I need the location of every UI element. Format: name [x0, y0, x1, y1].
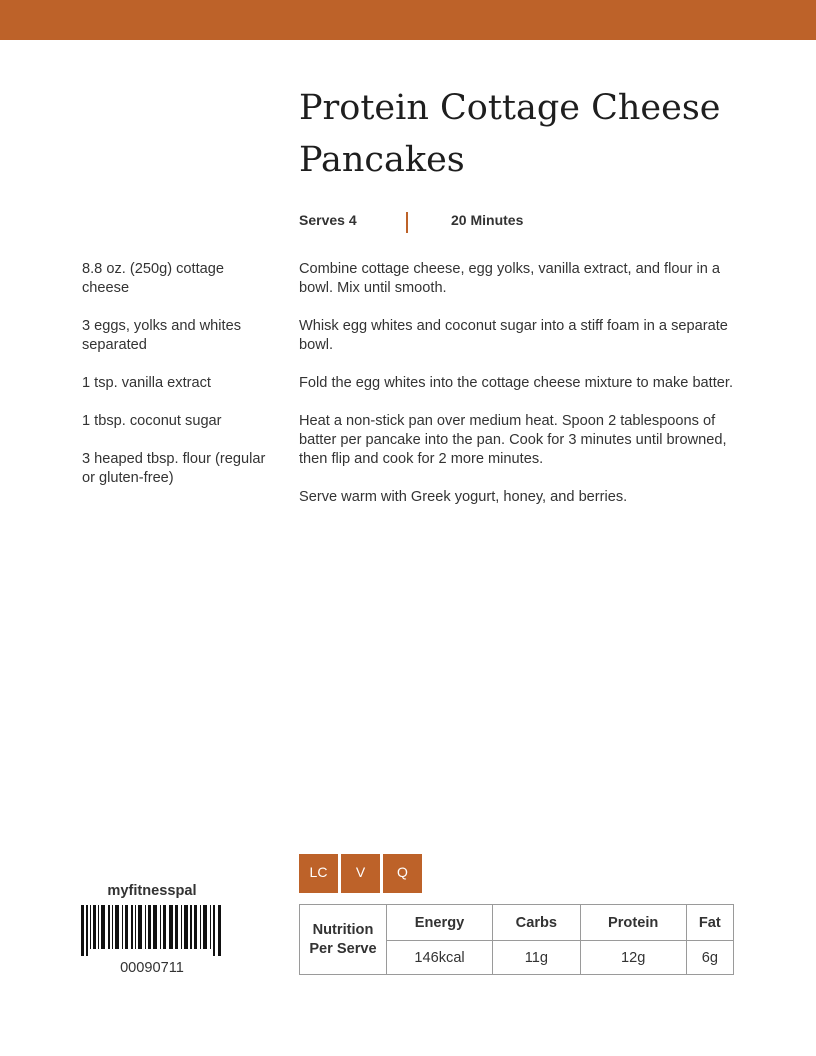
- top-accent-bar: [0, 0, 816, 40]
- ingredient-item: 3 eggs, yolks and whites separated: [82, 318, 241, 353]
- diet-tag: V: [341, 854, 380, 893]
- nutrition-header: Fat: [686, 905, 733, 941]
- nutrition-header: Energy: [387, 905, 493, 941]
- nutrition-label: Nutrition Per Serve: [300, 905, 387, 975]
- barcode-number: 00090711: [120, 960, 184, 976]
- nutrition-header: Protein: [580, 905, 686, 941]
- table-row: [300, 905, 734, 941]
- directions-list: [299, 260, 739, 526]
- barcode-icon: [81, 905, 223, 956]
- brand-logo-text: myfitnesspal: [107, 883, 197, 899]
- ingredient-item: 8.8 oz. (250g) cottage cheese: [82, 261, 224, 296]
- ingredient-item: 1 tsp. vanilla extract: [82, 375, 211, 391]
- nutrition-value: 146kcal: [387, 941, 493, 975]
- direction-step: Serve warm with Greek yogurt, honey, and berries.: [299, 489, 628, 505]
- ingredient-item: 1 tbsp. coconut sugar: [82, 413, 222, 429]
- ingredients-list: [82, 260, 272, 507]
- direction-step: Heat a non-stick pan over medium heat. Spoon 2 tablespoons of batter per pancake into the pan. Cook for 3 minutes until browned, then flip and cook for 2 more minutes.: [299, 413, 727, 467]
- ingredient-item: 3 heaped tbsp. flour (regular or gluten-free): [82, 451, 266, 486]
- direction-step: Fold the egg whites into the cottage cheese mixture to make batter.: [299, 375, 734, 391]
- time-label: 20 Minutes: [451, 212, 524, 228]
- diet-tag: LC: [299, 854, 338, 893]
- nutrition-value: 6g: [686, 941, 733, 975]
- recipe-title: Protein Cottage Cheese Pancakes: [299, 88, 721, 180]
- nutrition-header: Carbs: [493, 905, 581, 941]
- meta-divider: [406, 212, 408, 233]
- nutrition-value: 11g: [493, 941, 581, 975]
- direction-step: Whisk egg whites and coconut sugar into a stiff foam in a separate bowl.: [299, 318, 728, 353]
- diet-tags: [299, 854, 425, 893]
- nutrition-table: [299, 904, 734, 975]
- serves-label: Serves 4: [299, 212, 357, 228]
- diet-tag: Q: [383, 854, 422, 893]
- nutrition-value: 12g: [580, 941, 686, 975]
- direction-step: Combine cottage cheese, egg yolks, vanilla extract, and flour in a bowl. Mix until smooth.: [299, 261, 721, 296]
